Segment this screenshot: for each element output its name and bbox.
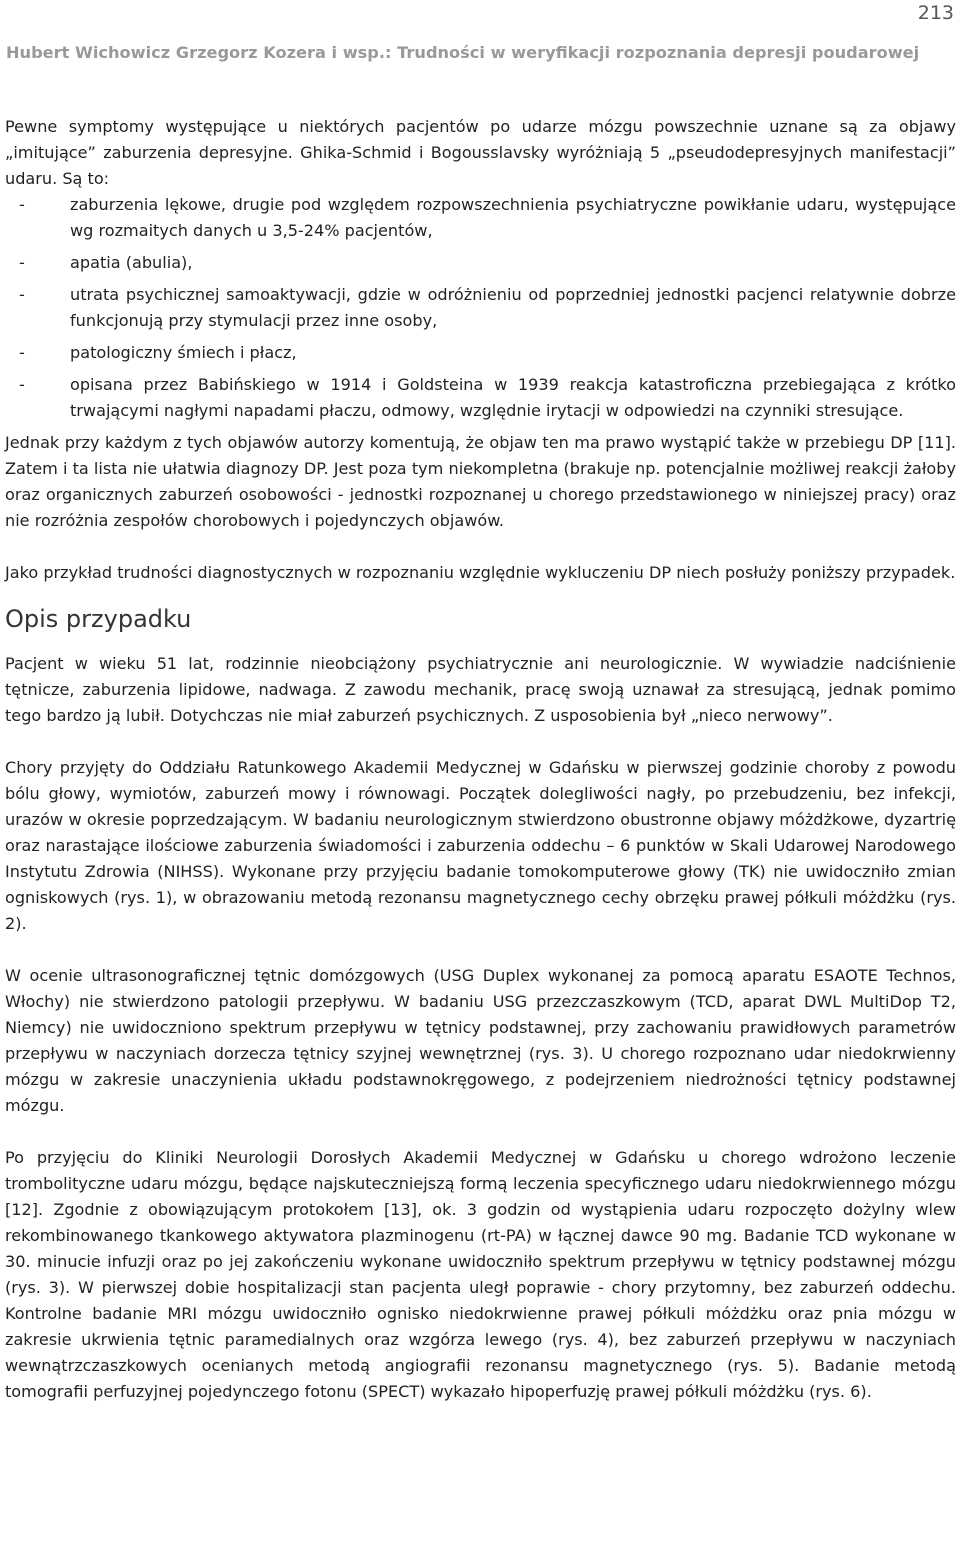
list-item <box>5 340 956 366</box>
list-item-text: zaburzenia lękowe, drugie pod względem rozpowszechnienia psychiatryczne powikłanie udaru, występujące wg rozmaitych danych u 3,5-24% pacjentów, <box>70 195 956 240</box>
paragraph: Jako przykład trudności diagnostycznych w rozpoznaniu względnie wykluczeniu DP niech posłuży poniższy przypadek. <box>5 563 956 582</box>
list-dash: - <box>19 343 25 362</box>
paragraph: Jednak przy każdym z tych objawów autorzy komentują, że objaw ten ma prawo wystąpić także w przebiegu DP [11]. Zatem i ta lista nie ułatwia diagnozy DP. Jest poza tym niekompletna (brakuje np. potencjalnie możliwej reakcji żałoby oraz organicznych zaburzeń osobowości - jednostki rozpoznanej u chorego przedstawionego w niniejszej pracy) oraz nie rozróżnia zespołów chorobowych i pojedynczych objawów. <box>5 433 956 530</box>
intro-paragraph: Pewne symptomy występujące u niektórych pacjentów po udarze mózgu powszechnie uznane są za objawy „imitujące” zaburzenia depresyjne. Ghika-Schmid i Bogousslavsky wyróżniają 5 „pseudodepresyjnych manifestacji” udaru. Są to: <box>5 117 956 188</box>
list-dash: - <box>19 375 25 394</box>
paragraph: W ocenie ultrasonograficznej tętnic domózgowych (USG Duplex wykonanej za pomocą aparatu ESAOTE Technos, Włochy) nie stwierdzono patologii przepływu. W badaniu USG przezczaszkowym (TCD, aparat DWL MultiDop T2, Niemcy) nie uwidoczniono spektrum przepływu w tętnicy podstawnej, przy zachowaniu prawidłowych parametrów przepływu w naczyniach dorzecza tętnicy szyjnej wewnętrznej (rys. 3). U chorego rozpoznano udar niedokrwienny mózgu w zakresie unaczynienia układu podstawnokręgowego, z podejrzeniem niedrożności tętnicy podstawnej mózgu. <box>5 966 956 1115</box>
list-item-text: apatia (abulia), <box>70 253 193 272</box>
list-item-text: utrata psychicznej samoaktywacji, gdzie w odróżnieniu od poprzedniej jednostki pacjenci relatywnie dobrze funkcjonują przy stymulacji przez inne osoby, <box>70 285 956 330</box>
list-item-text: opisana przez Babińskiego w 1914 i Goldsteina w 1939 reakcja katastroficzna przebiegająca z krótko trwającymi nagłymi napadami płaczu, odmowy, względnie irytacji w odpowiedzi na czynniki stresujące. <box>70 375 956 420</box>
paragraph: Pacjent w wieku 51 lat, rodzinnie nieobciążony psychiatrycznie ani neurologicznie. W wywiadzie nadciśnienie tętnicze, zaburzenia lipidowe, nadwaga. Z zawodu mechanik, pracę swoją uznawał za stresującą, jednak pomimo tego bardzo ją lubił. Dotychczas nie miał zaburzeń psychicznych. Z usposobienia był „nieco nerwowy”. <box>5 654 956 725</box>
section-heading: Opis przypadku <box>5 605 192 633</box>
paragraph: Po przyjęciu do Kliniki Neurologii Dorosłych Akademii Medycznej w Gdańsku u chorego wdrożono leczenie trombolityczne udaru mózgu, będące najskuteczniejszą formą leczenia specyficznego udaru niedokrwiennego mózgu [12]. Zgodnie z obowiązującym protokołem [13], ok. 3 godzin od wystąpienia udaru rozpoczęto dożylny wlew rekombinowanego tkankowego aktywatora plazminogenu (rt-PA) w łącznej dawce 90 mg. Badanie TCD wykonane w 30. minucie infuzji oraz po jej zakończeniu wykonane uwidoczniło spektrum przepływu w tętnicy podstawnej mózgu (rys. 3). W pierwszej dobie hospitalizacji stan pacjenta uległ poprawie - chory przytomny, bez zaburzeń oddechu. Kontrolne badanie MRI mózgu uwidoczniło ognisko niedokrwienne prawej półkuli móżdżku oraz pnia mózgu w zakresie ukrwienia tętnic paramedialnych oraz wzgórza lewego (rys. 4), bez zaburzeń przepływu w naczyniach wewnątrzczaszkowych ocenianych metodą angiografii rezonansu magnetycznego (rys. 5). Badanie metodą tomografii perfuzyjnej pojedynczego fotonu (SPECT) wykazało hipoperfuzję prawej półkuli móżdżku (rys. 6). <box>5 1148 956 1401</box>
list-dash: - <box>19 285 25 304</box>
list-dash: - <box>19 253 25 272</box>
running-header <box>6 43 946 62</box>
header-authors: Hubert Wichowicz Grzegorz Kozera i wsp.: <box>6 43 392 62</box>
page-number: 213 <box>917 2 954 24</box>
list-item <box>5 282 956 334</box>
list-item <box>5 192 956 244</box>
list-item <box>5 250 956 276</box>
symptom-list <box>5 192 956 424</box>
header-article-title: Trudności w weryfikacji rozpoznania depresji poudarowej <box>397 43 920 62</box>
list-dash: - <box>19 195 25 214</box>
paragraph: Chory przyjęty do Oddziału Ratunkowego Akademii Medycznej w Gdańsku w pierwszej godzinie choroby z powodu bólu głowy, wymiotów, zaburzeń mowy i równowagi. Początek dolegliwości nagły, po przebudzeniu, bez infekcji, urazów w okresie poprzedzającym. W badaniu neurologicznym stwierdzono obustronne objawy móżdżkowe, dyzartrię oraz narastające ilościowe zaburzenia świadomości i zaburzenia oddechu – 6 punktów w Skali Udarowej Narodowego Instytutu Zdrowia (NIHSS). Wykonane przy przyjęciu badanie tomokomputerowe głowy (TK) nie uwidoczniło zmian ogniskowych (rys. 1), w obrazowaniu metodą rezonansu magnetycznego cechy obrzęku prawej półkuli móżdżku (rys. 2). <box>5 758 956 933</box>
article-body <box>5 114 956 1405</box>
list-item-text: patologiczny śmiech i płacz, <box>70 343 297 362</box>
list-item <box>5 372 956 424</box>
